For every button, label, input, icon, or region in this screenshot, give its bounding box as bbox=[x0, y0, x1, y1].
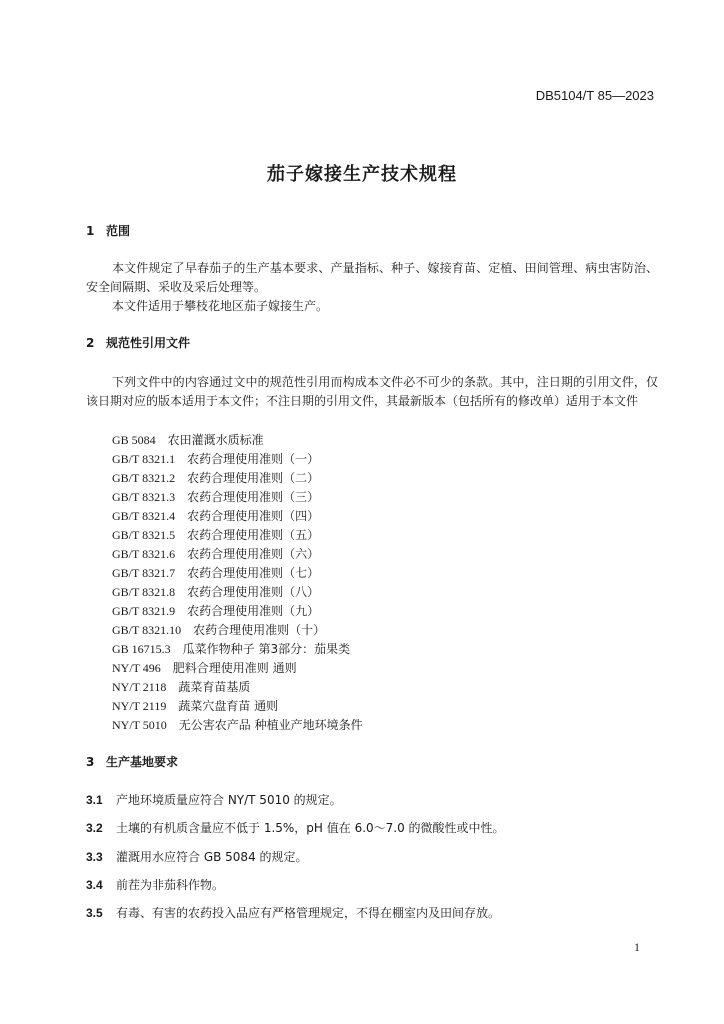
requirement-text: 有毒、有害的农药投入品应有严格管理规定，不得在棚室内及田间存放。 bbox=[116, 906, 501, 920]
section-title: 范围 bbox=[106, 224, 131, 238]
section-title: 生产基地要求 bbox=[106, 755, 179, 769]
requirement-text: 产地环境质量应符合 NY/T 5010 的规定。 bbox=[116, 793, 342, 807]
requirement-number: 3.5 bbox=[86, 906, 103, 920]
requirement-text: 土壤的有机质含量应不低于 1.5%，pH 值在 6.0～7.0 的微酸性或中性。 bbox=[116, 821, 505, 835]
document-code: DB5104/T 85—2023 bbox=[535, 88, 654, 103]
references-intro-paragraph: 下列文件中的内容通过文中的规范性引用而构成本文件必不可少的条款。其中，注日期的引用文件，仅该日期对应的版本适用于本文件；不注日期的引用文件，其最新版本（包括所有的修改单）适用于本文件 bbox=[86, 375, 658, 408]
scope-applicability-paragraph: 本文件适用于攀枝花地区茄子嫁接生产。 bbox=[112, 299, 329, 313]
requirement-item bbox=[86, 791, 342, 808]
section-title: 规范性引用文件 bbox=[106, 336, 191, 350]
reference-item: NY/T 2118 蔬菜育苗基质 bbox=[112, 680, 251, 694]
requirement-text: 灌溉用水应符合 GB 5084 的规定。 bbox=[116, 850, 308, 864]
section-heading-scope bbox=[86, 222, 130, 239]
page-number: 1 bbox=[634, 940, 640, 954]
requirement-item bbox=[86, 848, 308, 865]
reference-item: GB 5084 农田灌溉水质标准 bbox=[112, 433, 264, 447]
document-title: 茄子嫁接生产技术规程 bbox=[267, 164, 457, 185]
requirement-text: 前茬为非茄科作物。 bbox=[116, 878, 225, 892]
reference-item: GB/T 8321.9 农药合理使用准则（九） bbox=[112, 604, 320, 618]
reference-item: GB/T 8321.8 农药合理使用准则（八） bbox=[112, 585, 320, 599]
reference-item: NY/T 2119 蔬菜穴盘育苗 通则 bbox=[112, 699, 279, 713]
requirement-item bbox=[86, 819, 505, 836]
requirement-item bbox=[86, 876, 224, 893]
reference-item: GB 16715.3 瓜菜作物种子 第3部分：茄果类 bbox=[112, 642, 351, 656]
section-heading-base-requirements bbox=[86, 753, 178, 770]
requirement-number: 3.2 bbox=[86, 821, 103, 835]
reference-item: GB/T 8321.3 农药合理使用准则（三） bbox=[112, 490, 320, 504]
reference-item: GB/T 8321.1 农药合理使用准则（一） bbox=[112, 452, 320, 466]
reference-item: GB/T 8321.2 农药合理使用准则（二） bbox=[112, 471, 320, 485]
reference-item: GB/T 8321.4 农药合理使用准则（四） bbox=[112, 509, 320, 523]
section-heading-normative-references bbox=[86, 334, 190, 351]
section-number: 3 bbox=[86, 755, 95, 769]
reference-item: GB/T 8321.7 农药合理使用准则（七） bbox=[112, 566, 320, 580]
reference-item: NY/T 5010 无公害农产品 种植业产地环境条件 bbox=[112, 718, 363, 732]
requirement-item bbox=[86, 904, 500, 921]
requirement-number: 3.1 bbox=[86, 793, 103, 807]
scope-paragraph: 本文件规定了早春茄子的生产基本要求、产量指标、种子、嫁接育苗、定植、田间管理、病虫害防治、安全间隔期、采收及采后处理等。 bbox=[86, 261, 658, 294]
section-number: 2 bbox=[86, 336, 95, 350]
reference-item: GB/T 8321.6 农药合理使用准则（六） bbox=[112, 547, 320, 561]
requirement-number: 3.4 bbox=[86, 878, 103, 892]
reference-item: GB/T 8321.5 农药合理使用准则（五） bbox=[112, 528, 320, 542]
section-number: 1 bbox=[86, 224, 95, 238]
reference-list bbox=[112, 431, 363, 735]
requirement-number: 3.3 bbox=[86, 850, 103, 864]
reference-item: GB/T 8321.10 农药合理使用准则（十） bbox=[112, 623, 326, 637]
reference-item: NY/T 496 肥料合理使用准则 通则 bbox=[112, 661, 297, 675]
